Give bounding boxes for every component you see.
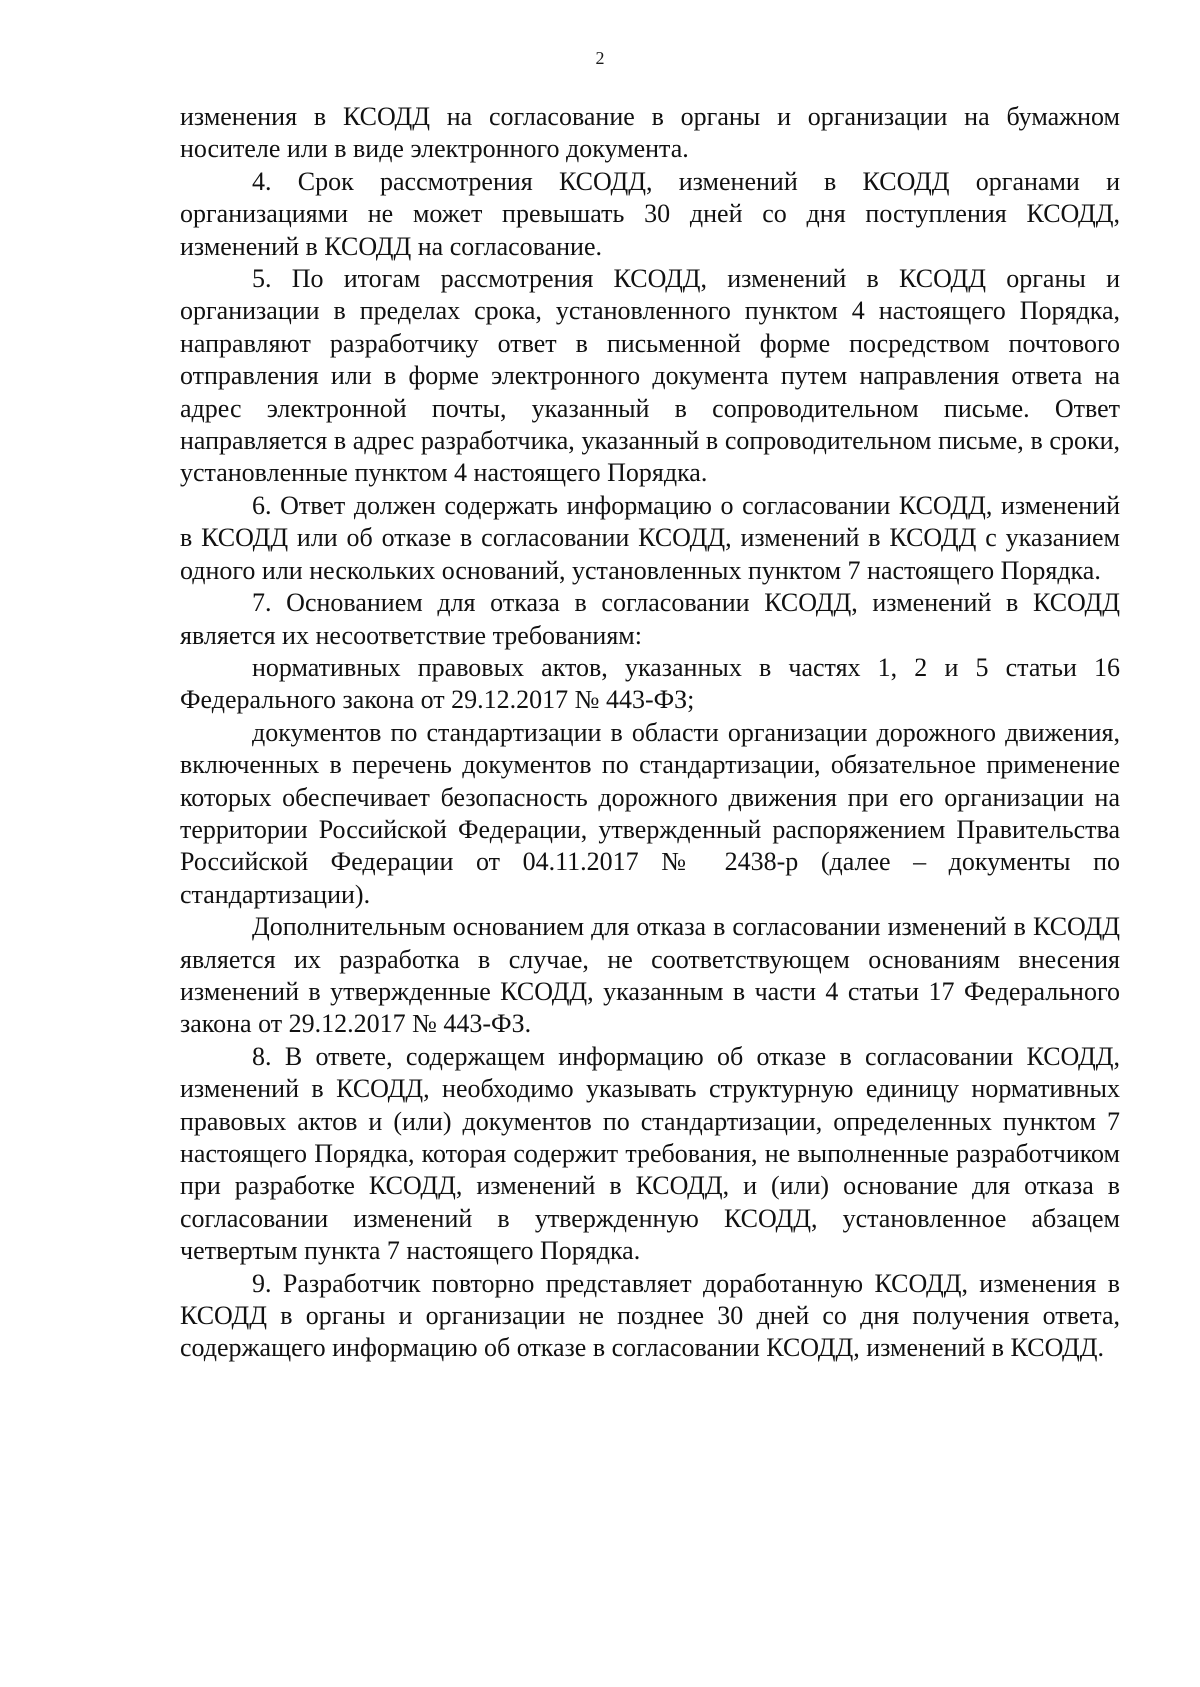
paragraph: нормативных правовых актов, указанных в частях 1, 2 и 5 статьи 16 Федерального закона от 29.12.2017 № 443-ФЗ; bbox=[180, 652, 1120, 715]
page-number: 2 bbox=[595, 48, 605, 68]
paragraph: 5. По итогам рассмотрения КСОДД, изменений в КСОДД органы и организации в пределах срока, установленного пунктом 4 настоящего Порядка, направляют разработчику ответ в письменной форме посредством почтового отправления или в форме электронного документа путем направления ответа на адрес электронной почты, указанный в сопроводительном письме. Ответ направляется в адрес разработчика, указанный в сопроводительном письме, в сроки, установленные пунктом 4 настоящего Порядка. bbox=[180, 264, 1120, 488]
paragraph: 9. Разработчик повторно представляет доработанную КСОДД, изменения в КСОДД в органы и организации не позднее 30 дней со дня получения ответа, содержащего информацию об отказе в согласовании КСОДД, изменений в КСОДД. bbox=[180, 1268, 1120, 1363]
paragraph: 8. В ответе, содержащем информацию об отказе в согласовании КСОДД, изменений в КСОДД, необходимо указывать структурную единицу нормативных правовых актов и (или) документов по стандартизации, определенных пунктом 7 настоящего Порядка, которая содержит требования, не выполненные разработчиком при разработке КСОДД, изменений в КСОДД, и (или) основание для отказа в согласовании изменений в утвержденную КСОДД, установленное абзацем четвертым пункта 7 настоящего Порядка. bbox=[180, 1041, 1120, 1266]
paragraph: Дополнительным основанием для отказа в согласовании изменений в КСОДД является их разработка в случае, не соответствующем основаниям внесения изменений в утвержденные КСОДД, указанным в части 4 статьи 17 Федерального закона от 29.12.2017 № 443-ФЗ. bbox=[180, 912, 1120, 1039]
paragraph: 4. Срок рассмотрения КСОДД, изменений в КСОДД органами и организациями не может превышать 30 дней со дня поступления КСОДД, изменений в КСОДД на согласование. bbox=[180, 166, 1120, 261]
paragraph: изменения в КСОДД на согласование в органы и организации на бумажном носителе или в виде электронного документа. bbox=[180, 102, 1120, 164]
document-body bbox=[180, 101, 1120, 1365]
paragraph: документов по стандартизации в области организации дорожного движения, включенных в перечень документов по стандартизации, обязательное применение которых обеспечивает безопасность дорожного движения при его организации на территории Российской Федерации, утвержденный распоряжением Правительства Российской Федерации от 04.11.2017 № 2438-р (далее – документы по стандартизации). bbox=[180, 717, 1120, 909]
paragraph: 7. Основанием для отказа в согласовании КСОДД, изменений в КСОДД является их несоответствие требованиям: bbox=[180, 588, 1120, 650]
paragraph: 6. Ответ должен содержать информацию о согласовании КСОДД, изменений в КСОДД или об отказе в согласовании КСОДД, изменений в КСОДД с указанием одного или нескольких оснований, установленных пунктом 7 настоящего Порядка. bbox=[180, 490, 1120, 585]
